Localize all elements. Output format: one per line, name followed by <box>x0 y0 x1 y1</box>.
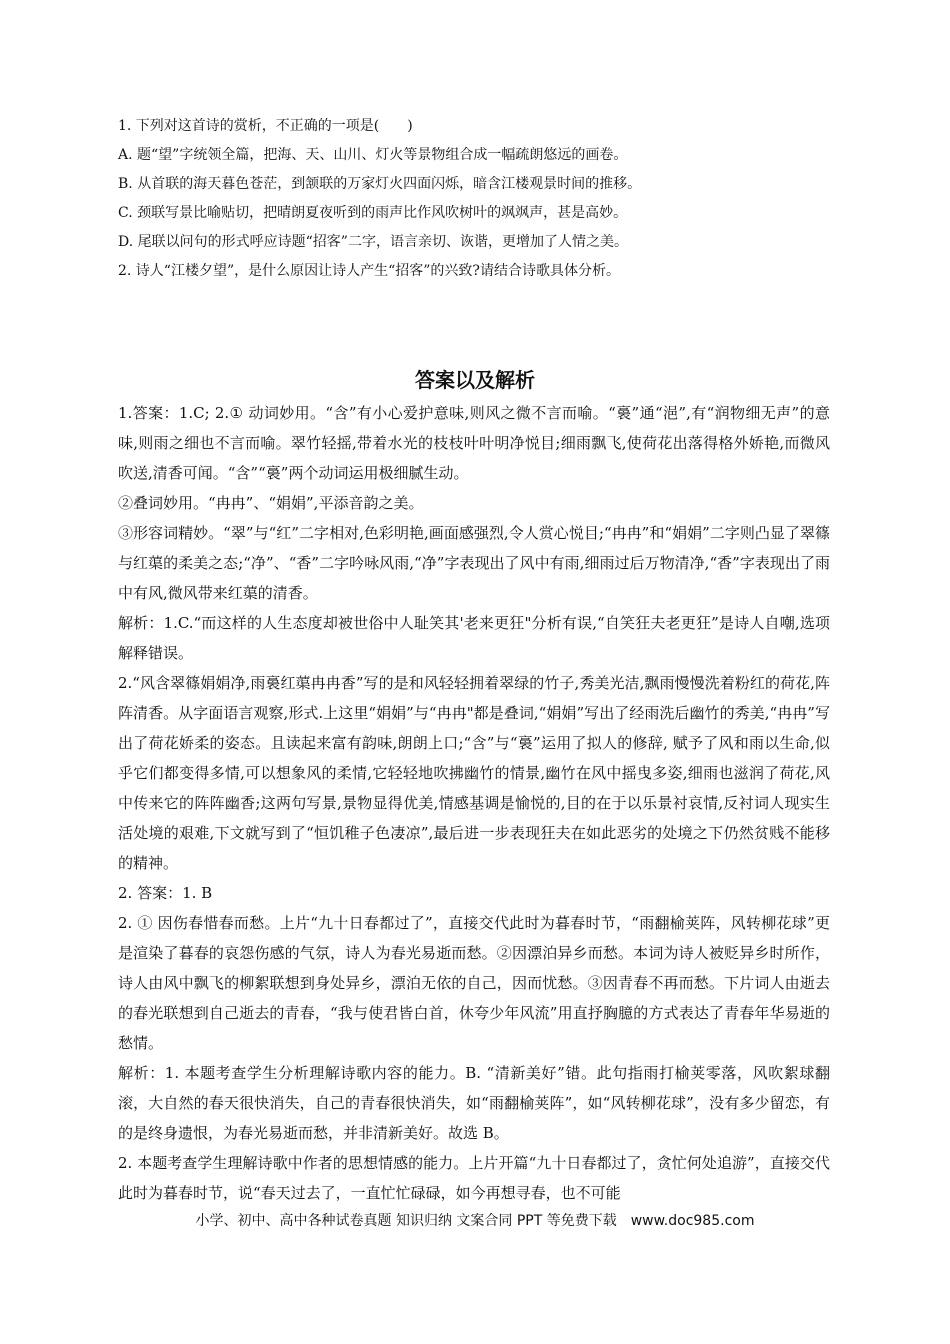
analysis-paragraph-2: 2.“风含翠篠娟娟净,雨裛红蕖冉冉香”写的是和风轻轻拥着翠绿的竹子,秀美光洁,飘雨慢慢洗着粉红的荷花,阵阵清香。从字面语言观察,形式.上这里“娟娟”与“冉冉"都是叠词,“娟娟”写出了经雨洗后幽竹的秀美,“冉冉”写出了荷花娇柔的姿态。且读起来富有韵味,朗朗上口;“含”与“裛”运用了拟人的修辞, 赋予了风和雨以生命,似乎它们都变得多情,可以想象风的柔情,它轻轻地吹拂幽竹的情景,幽竹在风中摇曳多姿,细雨也滋润了荷花,风中传来它的阵阵幽香;这两句写景,景物显得优美,情感基调是愉悦的,目的在于以乐景衬哀情,反衬词人现实生活处境的艰难,下文就写到了“恒饥稚子色凄凉”,最后进一步表现狂夫在如此恶劣的处境之下仍然贫贱不能移的精神。 <box>118 674 830 872</box>
option-d: D. 尾联以问句的形式呼应诗题“招客”二字，语言亲切、诙谐，更增加了人情之美。 <box>118 234 628 250</box>
answers-block <box>118 398 830 1208</box>
answer-paragraph-3: ③形容词精妙。“翠”与“红”二字相对,色彩明艳,画面感强烈,令人赏心悦目;“冉冉”和“娟娟”二字则凸显了翠篠与红蕖的柔美之态;“净”、“香”二字吟咏风雨,“净”字表现出了风中有雨,细雨过后万物清净,“香”字表现出了雨中有风,微风带来红蕖的清香。 <box>118 524 830 602</box>
section-title: 答案以及解析 <box>415 368 535 392</box>
analysis-2-paragraph-1: 解析：1. 本题考查学生分析理解诗歌内容的能力。B. “清新美好”错。此句指雨打榆荚零落，风吹絮球翻滚，大自然的春天很快消失，自己的青春很快消失，如“雨翻榆荚阵”，如“风转柳花球”，没有多少留恋，有的是终身遗恨，为春光易逝而愁，并非清新美好。故选 B。 <box>118 1064 830 1142</box>
option-c: C. 颈联写景比喻贴切，把晴朗夏夜听到的雨声比作风吹树叶的飒飒声，甚是高妙。 <box>118 205 628 221</box>
answer-paragraph-2: ②叠词妙用。“冉冉”、“娟娟”,平添音韵之美。 <box>118 494 424 512</box>
analysis-paragraph-1: 解析：1.C.“而这样的人生态度却被世俗中人耻笑其'老来更狂"分析有误,“自笑狂夫老更狂”是诗人自嘲,选项解释错误。 <box>118 614 830 662</box>
answer-2-heading: 2. 答案：1. B <box>118 884 213 902</box>
analysis-2-paragraph-2: 2. 本题考查学生理解诗歌中作者的思想情感的能力。上片开篇“九十日春都过了，贪忙何处追游”，直接交代此时为暮春时节，说“春天过去了，一直忙忙碌碌，如今再想寻春，也不可能 <box>118 1154 830 1202</box>
option-b: B. 从首联的海天暮色苍茫，到颔联的万家灯火四面闪烁，暗含江楼观景时间的推移。 <box>118 176 642 192</box>
question-block <box>118 112 834 286</box>
option-a: A. 题“望”字统领全篇，把海、天、山川、灯火等景物组合成一幅疏朗悠远的画卷。 <box>118 147 628 163</box>
answer-paragraph-1: 1.答案：1.C; 2.① 动词妙用。“含”有小心爱护意味,则风之微不言而喻。“裛”通“浥”,有“润物细无声”的意味,则雨之细也不言而喻。翠竹轻摇,带着水光的枝枝叶叶明净悦目;细雨飘飞,使荷花出落得格外娇艳,而微风吹送,清香可闻。“含”“裛”两个动词运用极细腻生动。 <box>118 404 830 482</box>
question-1-stem: 1. 下列对这首诗的赏析，不正确的一项是( ) <box>118 118 413 134</box>
question-2-stem: 2. 诗人“江楼夕望”，是什么原因让诗人产生“招客”的兴致?请结合诗歌具体分析。 <box>118 263 620 279</box>
page-footer: 小学、初中、高中各种试卷真题 知识归纳 文案合同 PPT 等免费下载 www.doc985.com <box>195 1213 755 1229</box>
answer-2-body: 2. ① 因伤春惜春而愁。上片“九十日春都过了”，直接交代此时为暮春时节，“雨翻榆荚阵，风转柳花球”更是渲染了暮春的哀怨伤感的气氛，诗人为春光易逝而愁。②因漂泊异乡而愁。本词为诗人被贬异乡时所作，诗人由风中飘飞的柳絮联想到身处异乡，漂泊无依的自己，因而忧愁。③因青春不再而愁。下片词人由逝去的春光联想到自己逝去的青春，“我与使君皆白首，休夸少年风流”用直抒胸臆的方式表达了青春年华易逝的愁情。 <box>118 914 830 1052</box>
